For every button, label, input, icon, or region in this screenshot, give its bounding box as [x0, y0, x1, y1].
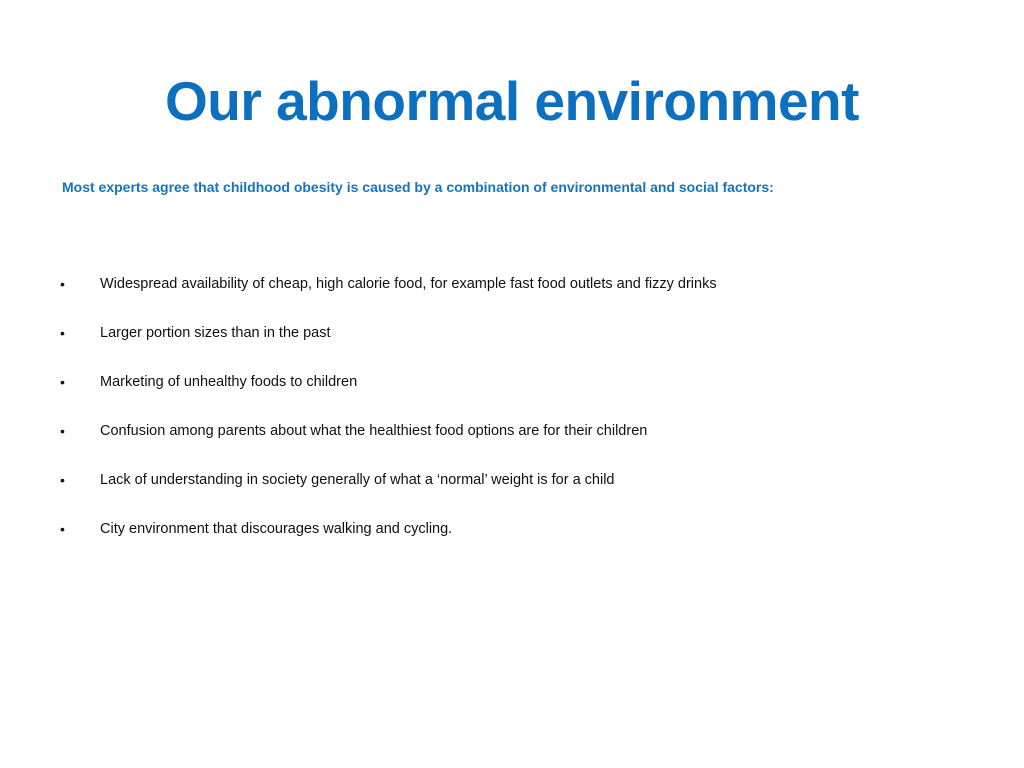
bullet-text: Marketing of unhealthy foods to children — [100, 374, 358, 390]
bullet-text: City environment that discourages walking and cycling. — [100, 521, 453, 537]
bullet-text: Widespread availability of cheap, high calorie food, for example fast food outlets and fizzy drinks — [100, 276, 717, 292]
bullet-text: Larger portion sizes than in the past — [100, 325, 331, 341]
bullet-text: Lack of understanding in society generally of what a ‘normal’ weight is for a child — [100, 472, 615, 488]
bullet-text: Confusion among parents about what the healthiest food options are for their children — [100, 423, 648, 439]
bullet-icon: • — [60, 521, 65, 537]
slide-subtitle: Most experts agree that childhood obesity is caused by a combination of environmental and social factors: — [62, 179, 774, 195]
bullet-icon: • — [60, 276, 65, 292]
bullet-icon: • — [60, 472, 65, 488]
slide-title: Our abnormal environment — [165, 70, 859, 132]
bullet-icon: • — [60, 423, 65, 439]
bullet-icon: • — [60, 325, 65, 341]
bullet-icon: • — [60, 374, 65, 390]
